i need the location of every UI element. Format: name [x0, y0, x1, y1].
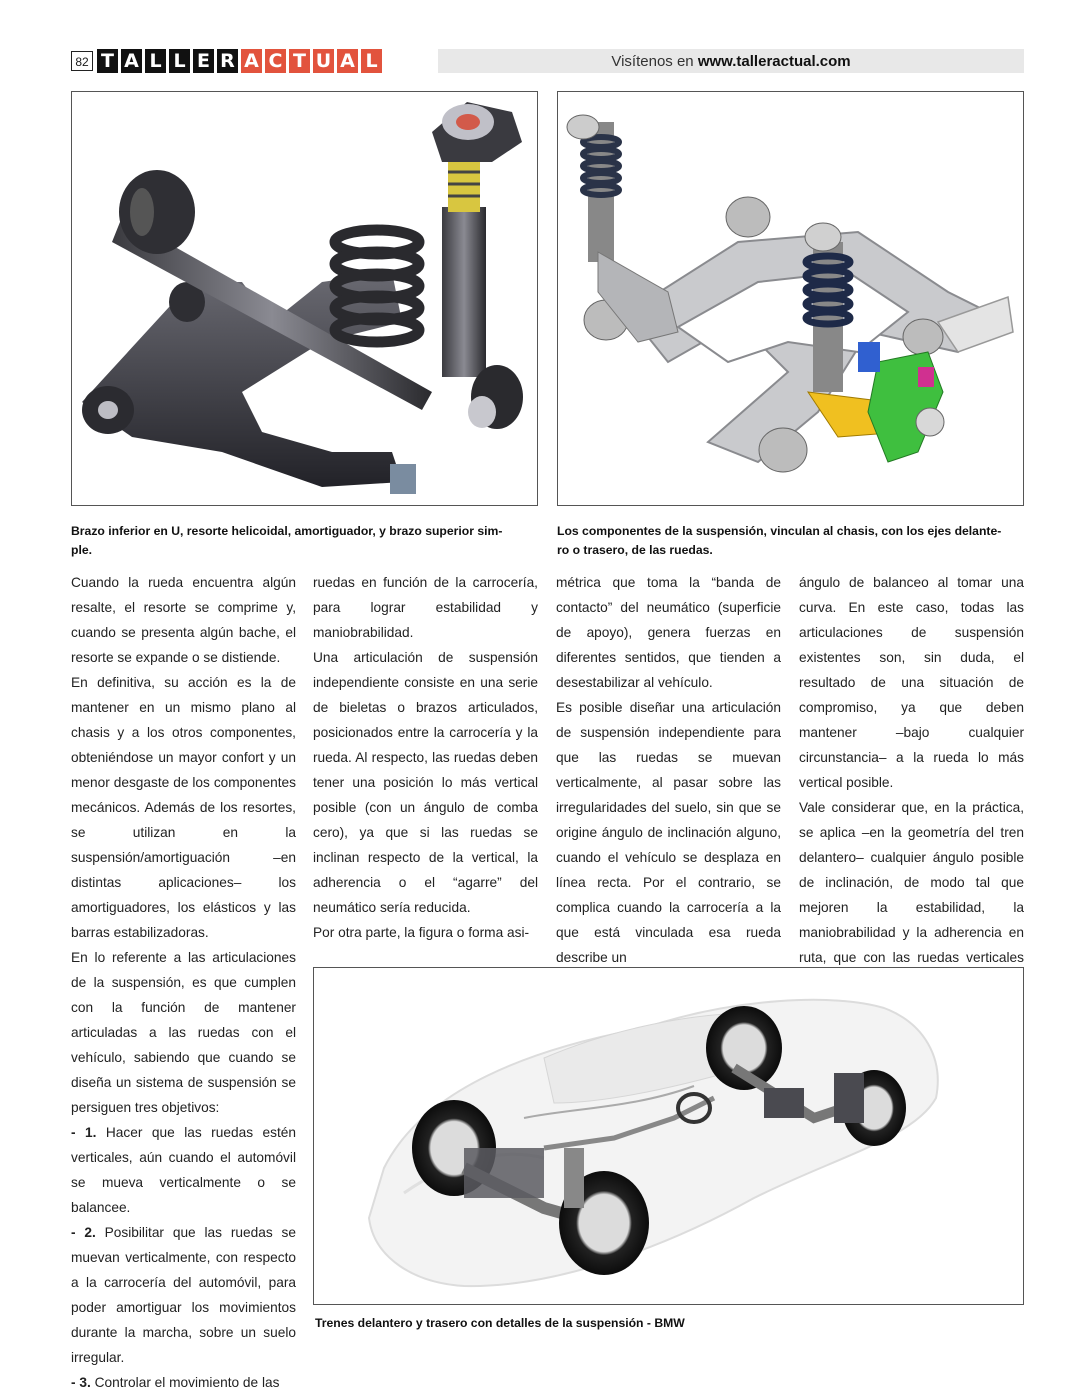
brand-letter: A	[241, 49, 262, 73]
text-column-2	[313, 570, 538, 945]
paragraph: ruedas en función de la carrocería, para lograr estabilidad y maniobrabilidad.	[313, 575, 538, 640]
bmw-chassis-illustration	[314, 968, 1023, 1304]
brand-logo	[97, 49, 382, 74]
paragraph: métrica que toma la “banda de contacto” del neumático (superficie de apoyo), genera fuerzas en diferentes sentidos, que tienden a desestabilizar al vehículo.	[556, 575, 781, 690]
visit-prefix: Visítenos en	[611, 53, 698, 70]
paragraph: Es posible diseñar una articulación de suspensión independiente para que las ruedas se muevan verticalmente, al pasar sobre las irregularidades del suelo, sin que se origine ángulo de inclinación alguno, cuando el vehículo se desplaza en línea recta. Por el contrario, se complica cuando la carrocería a la que está vinculada esa rueda describe un	[556, 700, 781, 965]
figure-suspension-arm	[71, 91, 538, 506]
website-link[interactable]: www.talleractual.com	[697, 53, 851, 70]
brand-letter: T	[97, 49, 118, 73]
text-column-1	[71, 570, 296, 1395]
page-number: 82	[71, 51, 93, 71]
caption-line: ro o trasero, de las ruedas.	[557, 543, 713, 557]
paragraph-text: Vale considerar que, en la práctica, se aplica –en la geometría del tren delantero– cualquier ángulo posible de inclinación, de modo tal que mejoren la estabilidad, la maniobrabilidad y la adherencia en ruta, que con las ruedas verticales	[799, 800, 1024, 965]
suspension-arm-illustration	[72, 92, 537, 505]
brand-letter: U	[313, 49, 334, 73]
brand-letter: A	[121, 49, 142, 73]
brand-letter: E	[193, 49, 214, 73]
paragraph: En definitiva, su acción es la de mantener en un mismo plano al chasis y a los otros componentes, obteniéndose un mayor confort y un menor desgaste de los componentes mecánicos. Además de los resortes, se utilizan en la suspensión/amortiguación –en distintas aplicaciones– los amortiguadores, los elásticos y las barras estabilizadoras.	[71, 675, 296, 940]
brand-letter: A	[337, 49, 358, 73]
paragraph	[799, 795, 1024, 995]
figure-1-caption	[71, 522, 541, 560]
brand-letter: C	[265, 49, 286, 73]
objective-marker: - 3.	[71, 1375, 91, 1390]
brand-letter: L	[361, 49, 382, 73]
objective-text: Posibilitar que las ruedas se muevan verticalmente, con respecto a la carrocería del automóvil, para poder amortiguar los movimientos durante la marcha, sobre un suelo irregular.	[71, 1225, 296, 1365]
paragraph: Cuando la rueda encuentra algún resalte, el resorte se comprime y, cuando se presenta algún bache, el resorte se expande o se distiende.	[71, 575, 296, 665]
objective-item	[71, 1120, 296, 1220]
objective-item	[71, 1370, 296, 1395]
brand-letter: L	[169, 49, 190, 73]
brand-letter: T	[289, 49, 310, 73]
figure-subframe	[557, 91, 1024, 506]
text-column-3	[556, 570, 781, 970]
brand-letter: R	[217, 49, 238, 73]
paragraph: Una articulación de suspensión independiente consiste en una serie de bieletas o brazos articulados, posicionados entre la carrocería y la rueda. Al respecto, las ruedas deben tener una posición lo más vertical posible (con un ángulo de comba cero), ya que si las ruedas se inclinan respecto de la vertical, la adherencia o el “agarre” del neumático sería reducida.	[313, 650, 538, 915]
caption-line: ple.	[71, 543, 92, 557]
objective-text: Controlar el movimiento de las	[90, 1375, 280, 1390]
paragraph: ángulo de balanceo al tomar una curva. En este caso, todas las articulaciones de suspensión existentes son, sin duda, el resultado de una situación de compromiso, ya que deben mantener –bajo cualquier circunstancia– a la rueda lo más vertical posible.	[799, 575, 1024, 790]
subframe-illustration	[558, 92, 1023, 505]
website-banner	[438, 49, 1024, 73]
brand-letter: L	[145, 49, 166, 73]
objective-marker: - 1.	[71, 1125, 97, 1140]
figure-bmw-chassis	[313, 967, 1024, 1305]
caption-line: Brazo inferior en U, resorte helicoidal, amortiguador, y brazo superior sim-	[71, 524, 503, 538]
objective-text: Hacer que las ruedas estén verticales, aún cuando el automóvil se mueva verticalmente o se balancee.	[71, 1125, 296, 1215]
text-column-4	[799, 570, 1024, 995]
paragraph: En lo referente a las articulaciones de la suspensión, es que cumplen con la función de mantener articuladas a las ruedas con el vehículo, sabiendo que cuando se diseña un sistema de suspensión se persiguen tres objetivos:	[71, 950, 296, 1115]
figure-2-caption	[557, 522, 1027, 560]
caption-line: Los componentes de la suspensión, vinculan al chasis, con los ejes delante-	[557, 524, 1002, 538]
page-header	[71, 49, 1024, 74]
objective-item	[71, 1220, 296, 1370]
paragraph: Por otra parte, la figura o forma asi-	[313, 925, 530, 940]
figure-3-caption: Trenes delantero y trasero con detalles de la suspensión - BMW	[315, 1316, 685, 1330]
objective-marker: - 2.	[71, 1225, 96, 1240]
